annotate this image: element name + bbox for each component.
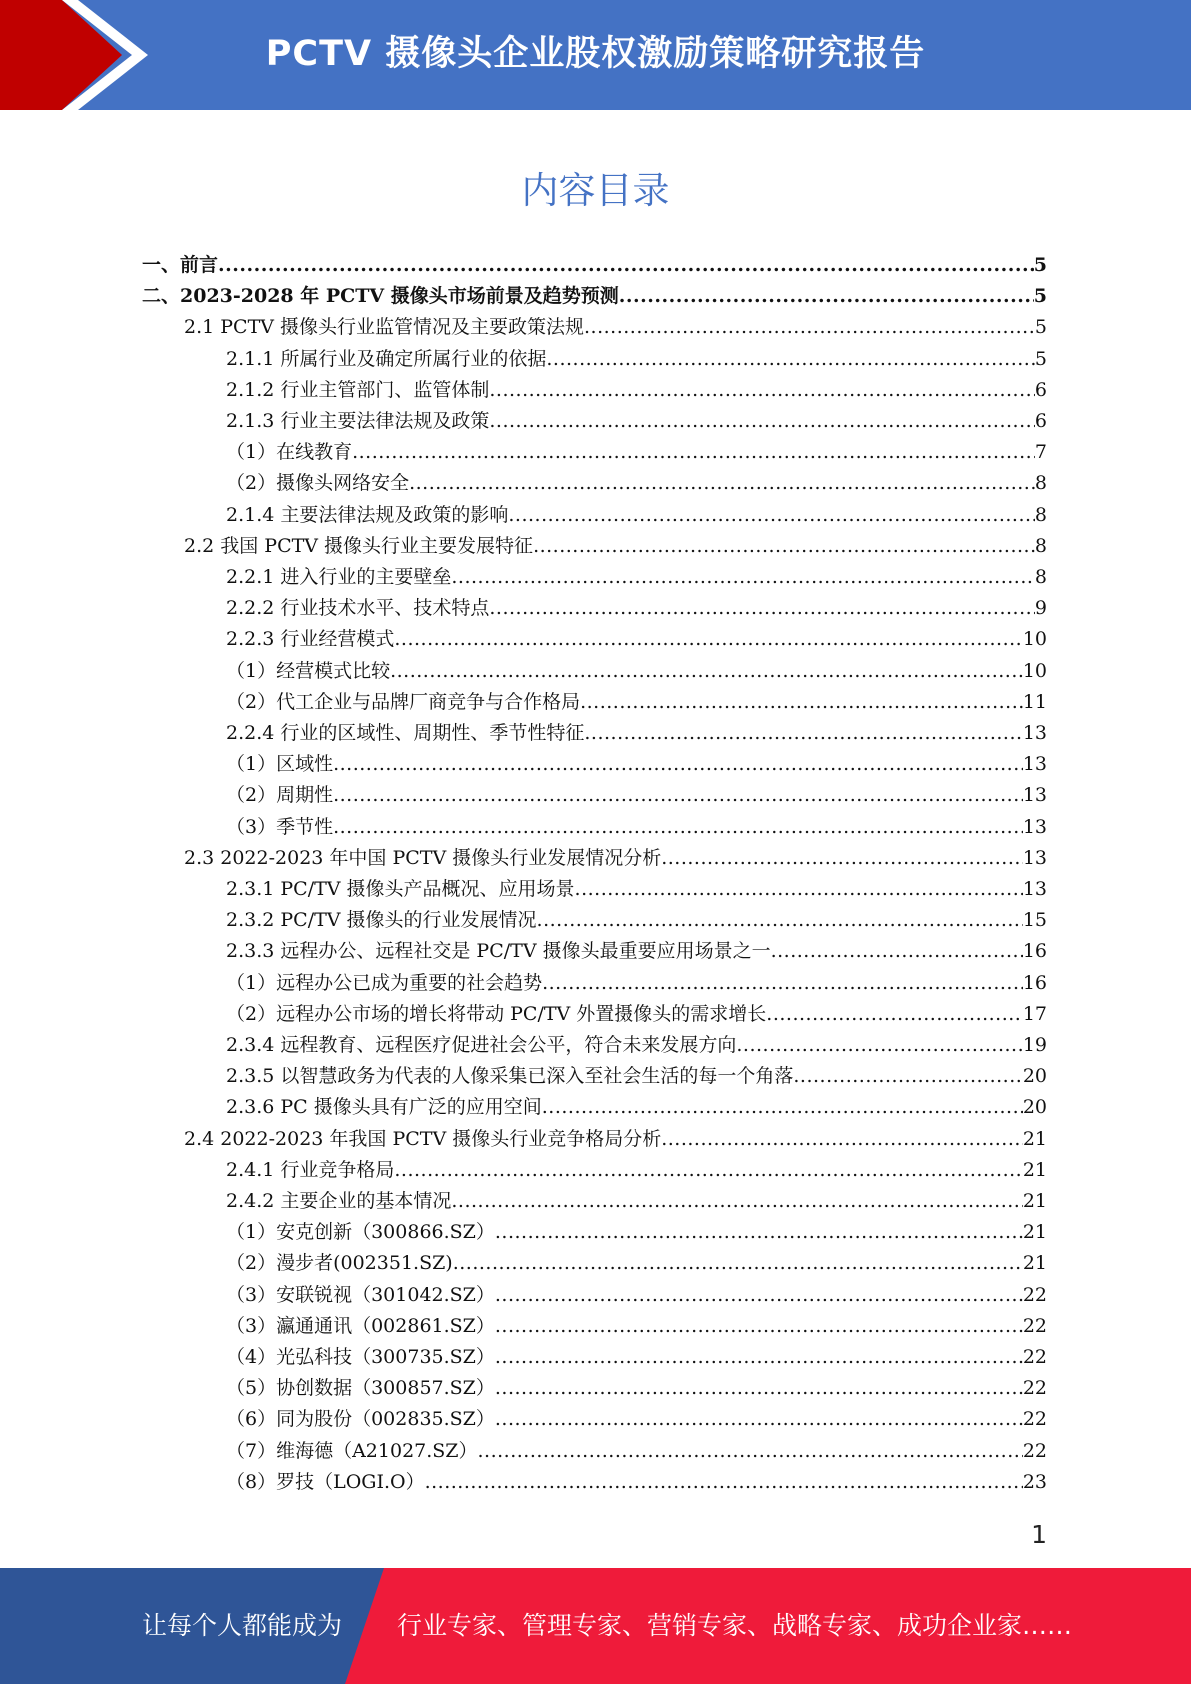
toc-leader-dots: [352, 440, 1035, 464]
toc-leader-dots: [333, 815, 1023, 839]
toc-entry[interactable]: [226, 939, 1047, 963]
toc-entry-label: 2.1.4 主要法律法规及政策的影响: [226, 503, 509, 526]
toc-entry[interactable]: [142, 253, 1047, 277]
toc-entry-label: 2.3.3 远程办公、远程社交是 PC/TV 摄像头最重要应用场景之一: [226, 940, 771, 963]
toc-leader-dots: [489, 378, 1035, 402]
toc-entry[interactable]: [226, 721, 1047, 745]
footer-slogan-left: 让每个人都能成为: [142, 1611, 343, 1640]
toc-leader-dots: [546, 347, 1035, 371]
toc-entry-page: 21: [1022, 1221, 1047, 1244]
toc-entry-label: （2）摄像头网络安全: [226, 472, 410, 495]
toc-entry[interactable]: [226, 659, 1047, 683]
toc-entry-label: 2.1.1 所属行业及确定所属行业的依据: [226, 347, 547, 370]
footer-slogan-right: 行业专家、管理专家、营销专家、战略专家、成功企业家……: [397, 1611, 1073, 1640]
toc-entry-label: （1）在线教育: [226, 441, 353, 464]
toc-entry-label: （1）区域性: [226, 753, 334, 776]
toc-entry-page: 5: [1034, 347, 1047, 370]
toc-leader-dots: [495, 1314, 1023, 1338]
toc-entry-label: 2.3.6 PC 摄像头具有广泛的应用空间: [226, 1096, 542, 1119]
toc-leader-dots: [425, 1470, 1023, 1494]
toc-leader-dots: [584, 721, 1022, 745]
toc-entry-page: 8: [1034, 534, 1047, 557]
toc-entry-page: 23: [1022, 1470, 1047, 1493]
toc-entry-label: 2.4.2 主要企业的基本情况: [226, 1190, 452, 1212]
toc-leader-dots: [736, 1033, 1022, 1057]
toc-entry-label: 一、前言: [142, 254, 219, 276]
page-header: [0, 0, 1191, 110]
toc-leader-dots: [661, 846, 1023, 870]
toc-entry[interactable]: [226, 1033, 1047, 1057]
toc-entry-label: 2.2.2 行业技术水平、技术特点: [226, 597, 490, 620]
toc-entry-page: 16: [1022, 971, 1047, 994]
toc-entry[interactable]: [226, 1376, 1047, 1400]
toc-entry[interactable]: [226, 1439, 1047, 1463]
toc-entry-label: （1）经营模式比较: [226, 659, 391, 682]
toc-entry-label: （6）同为股份（002835.SZ）: [226, 1408, 495, 1431]
toc-leader-dots: [766, 1002, 1023, 1026]
toc-entry-label: 2.3.4 远程教育、远程医疗促进社会公平，符合未来发展方向: [226, 1034, 737, 1056]
toc-entry-page: 15: [1022, 909, 1047, 932]
toc-entry-page: 20: [1022, 1065, 1047, 1088]
toc-entry[interactable]: [226, 1189, 1047, 1213]
toc-leader-dots: [495, 1283, 1023, 1307]
toc-entry-label: （3）安联锐视（301042.SZ）: [226, 1283, 495, 1306]
toc-entry[interactable]: [226, 1064, 1047, 1088]
toc-entry-label: 2.3.5 以智慧政务为代表的人像采集已深入至社会生活的每一个角落: [226, 1065, 794, 1088]
toc-entry-label: （2）远程办公市场的增长将带动 PC/TV 外置摄像头的需求增长: [226, 1002, 767, 1025]
toc-entry-label: 2.1 PCTV 摄像头行业监管情况及主要政策法规: [184, 316, 585, 339]
page-number: 1: [1031, 1520, 1047, 1549]
toc-entry-page: 6: [1034, 410, 1047, 432]
toc-entry[interactable]: [226, 908, 1047, 932]
toc-entry[interactable]: [226, 752, 1047, 776]
toc-leader-dots: [537, 908, 1023, 932]
toc-entry-label: （1）远程办公已成为重要的社会趋势: [226, 971, 543, 994]
toc-entry-page: 13: [1022, 878, 1047, 900]
toc-entry[interactable]: [226, 971, 1047, 995]
toc-entry-label: 2.1.2 行业主管部门、监管体制: [226, 378, 490, 401]
toc-entry[interactable]: [226, 1407, 1047, 1431]
toc-entry[interactable]: [226, 503, 1047, 527]
toc-entry[interactable]: [184, 534, 1047, 558]
toc-entry[interactable]: [226, 1470, 1047, 1494]
toc-entry-label: 二、2023-2028 年 PCTV 摄像头市场前景及趋势预测: [142, 285, 619, 308]
toc-entry-label: 2.4 2022-2023 年我国 PCTV 摄像头行业竞争格局分析: [184, 1127, 662, 1150]
toc-entry-page: 13: [1022, 815, 1047, 838]
toc-entry-page: 20: [1022, 1096, 1047, 1119]
toc-entry-page: 22: [1022, 1346, 1047, 1368]
toc-entry[interactable]: [226, 378, 1047, 402]
toc-entry[interactable]: [226, 596, 1047, 620]
toc-entry-page: 21: [1022, 1127, 1047, 1150]
toc-leader-dots: [394, 627, 1022, 651]
toc-entry[interactable]: [226, 1345, 1047, 1369]
toc-leader-dots: [495, 1407, 1023, 1431]
toc-leader-dots: [542, 971, 1023, 995]
toc-leader-dots: [451, 565, 1035, 589]
toc-leader-dots: [508, 503, 1035, 527]
toc-entry-label: 2.3.2 PC/TV 摄像头的行业发展情况: [226, 909, 537, 932]
toc-entry-label: （3）瀛通通讯（002861.SZ）: [226, 1314, 495, 1337]
toc-leader-dots: [394, 1158, 1022, 1182]
toc-entry-label: 2.2.1 进入行业的主要壁垒: [226, 566, 452, 588]
toc-entry-label: 2.3 2022-2023 年中国 PCTV 摄像头行业发展情况分析: [184, 846, 662, 869]
toc-leader-dots: [478, 1439, 1023, 1463]
toc-entry[interactable]: [184, 846, 1047, 870]
toc-leader-dots: [533, 534, 1035, 558]
toc-entry-label: 2.2.3 行业经营模式: [226, 628, 395, 651]
toc-entry-page: 11: [1022, 690, 1047, 713]
toc-leader-dots: [661, 1127, 1023, 1151]
toc-leader-dots: [489, 596, 1035, 620]
header-title: PCTV 摄像头企业股权激励策略研究报告: [265, 34, 926, 74]
toc-entry-label: （2）漫步者(002351.SZ): [226, 1252, 453, 1275]
toc-entry-label: （5）协创数据（300857.SZ）: [226, 1377, 495, 1400]
toc-entry-label: 2.2 我国 PCTV 摄像头行业主要发展特征: [184, 534, 534, 557]
toc-entry-label: （8）罗技（LOGI.O）: [226, 1470, 425, 1493]
toc-entry-page: 16: [1022, 940, 1047, 963]
toc-entry-page: 10: [1022, 628, 1047, 651]
toc-entry[interactable]: [142, 284, 1047, 308]
toc-entry-page: 5: [1033, 285, 1047, 308]
toc-leader-dots: [771, 939, 1023, 963]
toc-entry-page: 10: [1022, 659, 1047, 682]
toc-entry[interactable]: [226, 1251, 1047, 1275]
toc-entry[interactable]: [226, 627, 1047, 651]
toc-entry-page: 21: [1022, 1252, 1047, 1275]
toc-entry-page: 21: [1022, 1190, 1047, 1212]
toc-entry[interactable]: [226, 1220, 1047, 1244]
toc-entry[interactable]: [226, 409, 1047, 433]
toc-entry[interactable]: [226, 1314, 1047, 1338]
toc-leader-dots: [333, 783, 1023, 807]
toc-entry-page: 22: [1022, 1439, 1047, 1462]
toc-entry-label: 2.3.1 PC/TV 摄像头产品概况、应用场景: [226, 878, 575, 900]
toc-entry[interactable]: [226, 1002, 1047, 1026]
toc-entry[interactable]: [226, 1283, 1047, 1307]
toc-entry[interactable]: [226, 565, 1047, 589]
toc-entry-page: 22: [1022, 1283, 1047, 1306]
toc-leader-dots: [495, 1345, 1023, 1369]
toc-entry[interactable]: [226, 783, 1047, 807]
toc-entry[interactable]: [226, 471, 1047, 495]
toc-entry-label: （2）周期性: [226, 784, 334, 807]
toc-entry-label: 2.2.4 行业的区域性、周期性、季节性特征: [226, 722, 585, 744]
toc-entry-label: 2.1.3 行业主要法律法规及政策: [226, 410, 490, 432]
toc-leader-dots: [619, 284, 1034, 308]
toc-leader-dots: [451, 1189, 1022, 1213]
toc-entry[interactable]: [226, 440, 1047, 464]
toc-entry-page: 9: [1034, 597, 1047, 620]
toc-entry-page: 13: [1022, 753, 1047, 776]
toc-entry-label: （7）维海德（A21027.SZ）: [226, 1439, 478, 1462]
toc-leader-dots: [333, 752, 1023, 776]
toc-entry-page: 21: [1022, 1158, 1047, 1181]
toc-leader-dots: [495, 1376, 1023, 1400]
toc-entry-page: 5: [1034, 316, 1047, 339]
toc-heading: 内容目录: [521, 169, 670, 212]
toc-entry-label: （3）季节性: [226, 815, 334, 838]
toc-entry[interactable]: [226, 877, 1047, 901]
toc-leader-dots: [580, 690, 1023, 714]
toc-entry[interactable]: [226, 1095, 1047, 1119]
toc-leader-dots: [409, 471, 1035, 495]
toc-entry-page: 5: [1033, 254, 1047, 276]
toc-leader-dots: [575, 877, 1023, 901]
toc-entry[interactable]: [226, 347, 1047, 371]
toc-entry[interactable]: [226, 690, 1047, 714]
page-footer: [0, 1568, 1191, 1684]
toc-entry-page: 6: [1034, 378, 1047, 401]
toc-entry-label: （4）光弘科技（300735.SZ）: [226, 1346, 495, 1368]
toc-entry[interactable]: [226, 1158, 1047, 1182]
toc-entry-page: 8: [1034, 472, 1047, 495]
toc-entry-page: 22: [1022, 1408, 1047, 1431]
toc-leader-dots: [453, 1251, 1023, 1275]
toc-leader-dots: [489, 409, 1035, 433]
toc-entry-page: 8: [1034, 566, 1047, 588]
toc-leader-dots: [584, 315, 1035, 339]
toc-leader-dots: [390, 659, 1023, 683]
toc-entry[interactable]: [226, 815, 1047, 839]
toc-leader-dots: [218, 253, 1034, 277]
toc-entry-label: （2）代工企业与品牌厂商竞争与合作格局: [226, 690, 581, 713]
toc-entry[interactable]: [184, 315, 1047, 339]
toc-entry[interactable]: [184, 1127, 1047, 1151]
toc-entry-page: 8: [1034, 503, 1047, 526]
toc-entry-page: 19: [1022, 1034, 1047, 1056]
toc-entry-page: 13: [1022, 722, 1047, 744]
toc-entry-page: 22: [1022, 1314, 1047, 1337]
toc-entry-page: 22: [1022, 1377, 1047, 1400]
toc-entry-label: 2.4.1 行业竞争格局: [226, 1158, 395, 1181]
toc-entry-page: 17: [1022, 1002, 1047, 1025]
toc-entry-page: 13: [1022, 846, 1047, 869]
toc-entry-page: 7: [1034, 441, 1047, 464]
toc-entry-page: 13: [1022, 784, 1047, 807]
toc-leader-dots: [495, 1220, 1023, 1244]
toc-leader-dots: [542, 1095, 1023, 1119]
toc-leader-dots: [793, 1064, 1022, 1088]
toc-entry-label: （1）安克创新（300866.SZ）: [226, 1221, 495, 1244]
